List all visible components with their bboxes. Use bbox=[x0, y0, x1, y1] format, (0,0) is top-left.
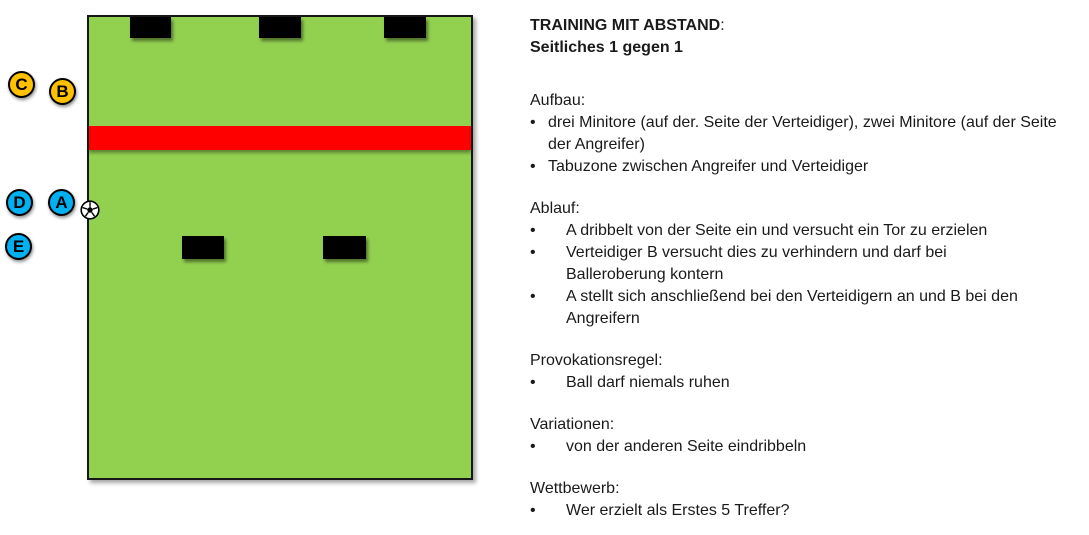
list-item-text: drei Minitore (auf der. Seite der Verteidiger), zwei Minitore (auf der Seite der Angreifer) bbox=[548, 114, 1057, 153]
player-marker-D bbox=[6, 189, 33, 216]
section-ablauf bbox=[530, 198, 1078, 330]
player-marker-B bbox=[49, 78, 76, 105]
bullet-marker: • bbox=[530, 288, 536, 305]
player-marker-A bbox=[48, 189, 75, 216]
bullet-marker: • bbox=[530, 502, 536, 519]
list-item-text: Tabuzone zwischen Angreifer und Verteidiger bbox=[548, 158, 869, 175]
page-subtitle: Seitliches 1 gegen 1 bbox=[530, 39, 683, 56]
bullet-marker: • bbox=[530, 244, 536, 261]
mini-goal-top-2 bbox=[259, 17, 301, 38]
list-item bbox=[530, 156, 1078, 178]
list-item-text: Verteidiger B versucht dies zu verhindern und darf bei Balleroberung kontern bbox=[566, 244, 947, 283]
section-wettbewerb bbox=[530, 478, 1078, 522]
list-item bbox=[530, 220, 1078, 242]
mini-goal-bottom-2 bbox=[323, 236, 366, 259]
section-provokationsregel bbox=[530, 350, 1078, 394]
list-item bbox=[530, 436, 1078, 458]
bullet-marker: • bbox=[530, 438, 536, 455]
list-item-text: Ball darf niemals ruhen bbox=[566, 374, 730, 391]
player-marker-label: E bbox=[12, 237, 25, 256]
section-label: Wettbewerb: bbox=[530, 480, 620, 497]
list-item-text: A stellt sich anschließend bei den Verteidigern an und B bei den Angreifern bbox=[566, 288, 1018, 327]
player-marker-label: C bbox=[15, 75, 28, 94]
bullet-marker: • bbox=[530, 222, 536, 239]
list-item bbox=[530, 242, 1078, 286]
mini-goal-top-1 bbox=[130, 17, 171, 38]
list-item bbox=[530, 372, 1078, 394]
tabu-zone-stripe bbox=[89, 126, 471, 150]
title-colon: : bbox=[720, 17, 725, 34]
section-label: Variationen: bbox=[530, 416, 615, 433]
page-title bbox=[530, 15, 1078, 37]
player-marker-C bbox=[8, 71, 35, 98]
list-item-text: Wer erzielt als Erstes 5 Treffer? bbox=[566, 502, 790, 519]
list-item bbox=[530, 500, 1078, 522]
list-item bbox=[530, 286, 1078, 330]
player-marker-label: B bbox=[56, 82, 69, 101]
section-label: Ablauf: bbox=[530, 200, 580, 217]
mini-goal-bottom-1 bbox=[182, 236, 224, 259]
player-marker-E bbox=[5, 233, 32, 260]
section-variationen bbox=[530, 414, 1078, 458]
player-marker-label: D bbox=[13, 193, 26, 212]
list-item-text: von der anderen Seite eindribbeln bbox=[566, 438, 807, 455]
section-label: Aufbau: bbox=[530, 92, 586, 109]
title-text: TRAINING MIT ABSTAND bbox=[530, 17, 721, 34]
bullet-marker: • bbox=[530, 374, 536, 391]
player-marker-label: A bbox=[55, 193, 68, 212]
section-label: Provokationsregel: bbox=[530, 352, 663, 369]
mini-goal-top-3 bbox=[384, 17, 426, 38]
bullet-marker: • bbox=[530, 114, 536, 131]
soccer-ball-icon bbox=[80, 200, 100, 220]
pitch-field bbox=[87, 15, 473, 480]
list-item-text: A dribbelt von der Seite ein und versucht ein Tor zu erzielen bbox=[566, 222, 988, 239]
bullet-marker: • bbox=[530, 158, 536, 175]
exercise-description bbox=[530, 15, 1078, 522]
list-item bbox=[530, 112, 1078, 156]
section-aufbau bbox=[530, 90, 1078, 178]
